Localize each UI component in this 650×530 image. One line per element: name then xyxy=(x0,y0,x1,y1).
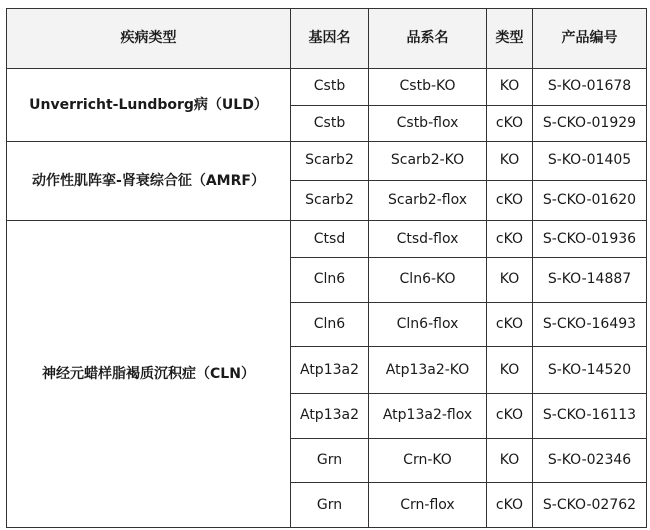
table-row xyxy=(7,69,647,106)
strain-name-cell: Cstb-flox xyxy=(369,105,487,142)
type-cell: cKO xyxy=(487,483,533,528)
product-id-cell: S-CKO-02762 xyxy=(533,483,647,528)
product-id-cell: S-KO-14887 xyxy=(533,257,647,302)
strain-name-cell: Cstb-KO xyxy=(369,69,487,106)
table-row xyxy=(7,142,647,181)
product-id-cell: S-CKO-16113 xyxy=(533,393,647,438)
gene-name-cell: Ctsd xyxy=(291,221,369,258)
strain-name-cell: Cln6-KO xyxy=(369,257,487,302)
gene-name-cell: Atp13a2 xyxy=(291,393,369,438)
strain-name-cell: Scarb2-flox xyxy=(369,180,487,221)
header-disease-type: 疾病类型 xyxy=(7,9,291,69)
header-row xyxy=(7,9,647,69)
type-cell: KO xyxy=(487,257,533,302)
disease-type-cell: 神经元蜡样脂褐质沉积症（CLN） xyxy=(7,221,291,528)
mouse-model-table-container xyxy=(6,8,646,528)
type-cell: cKO xyxy=(487,302,533,347)
type-cell: cKO xyxy=(487,180,533,221)
mouse-model-table xyxy=(6,8,647,528)
table-body xyxy=(7,69,647,528)
strain-name-cell: Crn-flox xyxy=(369,483,487,528)
product-id-cell: S-KO-14520 xyxy=(533,347,647,394)
strain-name-cell: Atp13a2-flox xyxy=(369,393,487,438)
strain-name-cell: Scarb2-KO xyxy=(369,142,487,181)
type-cell: KO xyxy=(487,142,533,181)
product-id-cell: S-CKO-16493 xyxy=(533,302,647,347)
product-id-cell: S-KO-01405 xyxy=(533,142,647,181)
header-product-id: 产品编号 xyxy=(533,9,647,69)
type-cell: cKO xyxy=(487,221,533,258)
gene-name-cell: Scarb2 xyxy=(291,180,369,221)
product-id-cell: S-KO-02346 xyxy=(533,438,647,483)
type-cell: KO xyxy=(487,347,533,394)
gene-name-cell: Cln6 xyxy=(291,302,369,347)
type-cell: KO xyxy=(487,69,533,106)
gene-name-cell: Cln6 xyxy=(291,257,369,302)
strain-name-cell: Ctsd-flox xyxy=(369,221,487,258)
strain-name-cell: Crn-KO xyxy=(369,438,487,483)
type-cell: cKO xyxy=(487,393,533,438)
product-id-cell: S-CKO-01929 xyxy=(533,105,647,142)
header-type: 类型 xyxy=(487,9,533,69)
disease-type-cell: Unverricht-Lundborg病（ULD） xyxy=(7,69,291,142)
strain-name-cell: Atp13a2-KO xyxy=(369,347,487,394)
type-cell: KO xyxy=(487,438,533,483)
product-id-cell: S-KO-01678 xyxy=(533,69,647,106)
gene-name-cell: Cstb xyxy=(291,69,369,106)
type-cell: cKO xyxy=(487,105,533,142)
product-id-cell: S-CKO-01620 xyxy=(533,180,647,221)
gene-name-cell: Scarb2 xyxy=(291,142,369,181)
gene-name-cell: Atp13a2 xyxy=(291,347,369,394)
disease-type-cell: 动作性肌阵挛-肾衰综合征（AMRF） xyxy=(7,142,291,221)
gene-name-cell: Cstb xyxy=(291,105,369,142)
product-id-cell: S-CKO-01936 xyxy=(533,221,647,258)
gene-name-cell: Grn xyxy=(291,438,369,483)
table-row xyxy=(7,221,647,258)
gene-name-cell: Grn xyxy=(291,483,369,528)
header-gene-name: 基因名 xyxy=(291,9,369,69)
header-strain-name: 品系名 xyxy=(369,9,487,69)
strain-name-cell: Cln6-flox xyxy=(369,302,487,347)
